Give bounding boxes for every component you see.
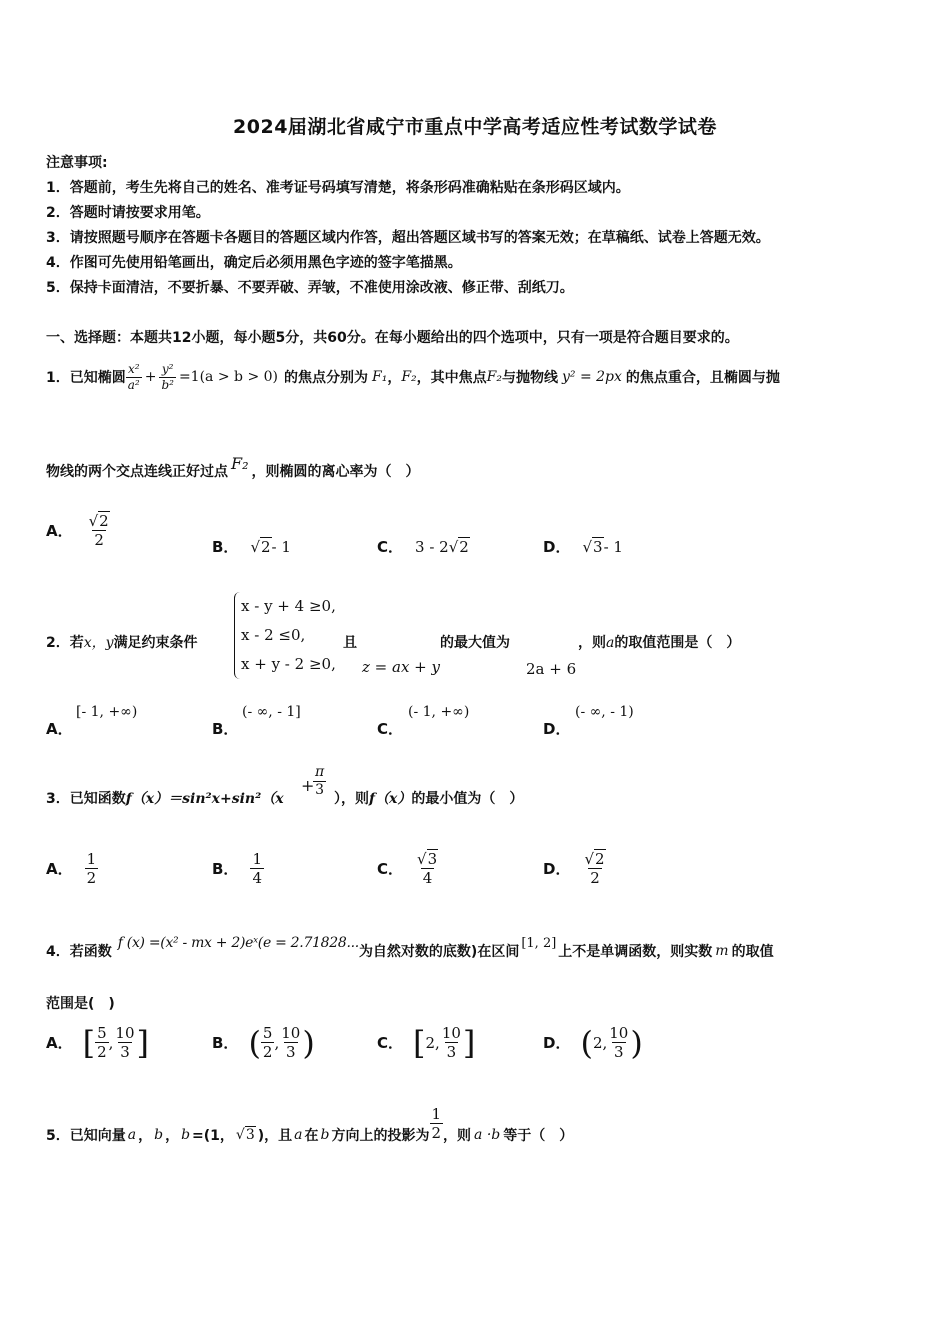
q5-comma-1: ， — [138, 1128, 153, 1144]
q1-comma: ， — [387, 370, 402, 386]
q3-option-b-frac — [250, 850, 264, 887]
q2-option-d-label[interactable]: D． — [543, 720, 571, 738]
question-3-line — [46, 788, 284, 808]
q1-option-d-rad: 3 — [593, 537, 603, 556]
q1-text-2: ，其中焦点 — [416, 370, 487, 386]
q1-option-b[interactable]: B． √2 - 1 — [212, 537, 291, 556]
q3-option-d-den: 2 — [590, 869, 600, 887]
q4-option-b-d1: 2 — [262, 1043, 273, 1061]
question-4-line-2: 范围是( ) — [46, 996, 115, 1012]
q4-option-c-left: [ — [413, 1023, 426, 1062]
q1-option-c-pre: 3 - 2 — [415, 537, 449, 556]
q1-x2: x² — [127, 362, 140, 377]
q1-option-b-rest: - 1 — [271, 537, 291, 556]
page-title: 2024届湖北省咸宁市重点中学高考适应性考试数学试卷 — [233, 116, 717, 138]
q2-objective: z = ax + y — [362, 658, 440, 676]
question-4-line-1 — [46, 934, 774, 968]
q2-prefix: 2．若 — [46, 635, 84, 651]
q5-text-1: )，且 — [257, 1128, 293, 1144]
q2-option-a-value: [- 1, +∞) — [76, 704, 138, 720]
q4-option-a-frac-1 — [95, 1024, 109, 1061]
q3-option-a[interactable] — [46, 850, 98, 887]
q3-option-b-den: 4 — [252, 869, 262, 887]
q4-option-c-n2: 10 — [441, 1024, 461, 1042]
q4-option-a-label: A． — [46, 1034, 73, 1052]
q5-text-3: 方向上的投影为 — [331, 1128, 430, 1144]
q3-option-c[interactable] — [377, 850, 440, 887]
q4-option-d-right: ) — [630, 1023, 643, 1062]
notice-item-4: 4．作图可先使用铅笔画出，确定后必须用黑色字迹的签字笔描黑。 — [46, 255, 462, 271]
question-1-line-2 — [46, 454, 420, 488]
q1-option-d[interactable]: D． √3 - 1 — [543, 537, 623, 556]
q4-option-a-left: [ — [82, 1023, 96, 1062]
q5-frac — [430, 1105, 444, 1142]
q4-option-a-n2: 10 — [115, 1024, 135, 1042]
q2-and: 且 — [343, 635, 357, 651]
q3-option-b-label: B． — [212, 860, 239, 878]
q4-option-c-d2: 3 — [446, 1043, 457, 1061]
q4-option-c-frac — [440, 1024, 463, 1061]
q3-option-c-rad: 3 — [427, 850, 438, 868]
q1-b2: b² — [161, 377, 174, 392]
q1-f2-c: F₂ — [231, 453, 249, 473]
q1-f2-b: F₂ — [486, 369, 502, 385]
q3-text-2: 的最小值为（ ） — [411, 791, 524, 807]
q2-text-3: ，则 — [578, 635, 606, 651]
q4-text-2: 上不是单调函数，则实数 — [558, 944, 713, 960]
q3-plus: + — [301, 776, 315, 795]
q3-option-c-label: C． — [377, 860, 404, 878]
q1-prefix: 1．已知椭圆 — [46, 370, 126, 386]
q4-option-a[interactable]: A． [ $\frac{5}{2}$ , $\frac{10}{3}$ ] — [46, 1023, 149, 1062]
q4-option-a-n1: 5 — [97, 1024, 107, 1042]
q4-option-c[interactable] — [377, 1024, 475, 1061]
q4-option-a-right: ] — [136, 1023, 149, 1062]
section-heading: 一、选择题：本题共12小题，每小题5分，共60分。在每小题给出的四个选项中，只有一项是符合题目要求的。 — [46, 330, 739, 346]
q3-tail — [334, 788, 523, 808]
q1-text-3: 与抛物线 — [501, 370, 558, 386]
q1-frac-x — [126, 362, 142, 392]
q5-rad: 3 — [245, 1127, 255, 1143]
q1-a2: a² — [127, 377, 140, 392]
q2-option-c-label[interactable]: C． — [377, 720, 404, 738]
q1-option-c-label: C． — [377, 538, 404, 556]
q1-line2-a: 物线的两个交点连线正好过点 — [46, 464, 228, 480]
q4-option-d-n2: 10 — [609, 1024, 629, 1042]
question-1-line-1 — [46, 352, 780, 402]
q4-option-b-n2: 10 — [281, 1024, 301, 1042]
q1-frac-y — [159, 362, 176, 392]
q4-option-d-frac — [607, 1024, 630, 1061]
q4-option-d-left: ( — [580, 1023, 593, 1062]
q1-option-b-rad: 2 — [261, 537, 271, 556]
q1-option-a-label: A． — [46, 522, 73, 540]
q4-option-a-frac-2 — [113, 1024, 136, 1061]
q5-vec-b: b — [154, 1127, 164, 1143]
q2-tail — [578, 632, 740, 652]
q4-option-c-label: C． — [377, 1034, 404, 1052]
q5-vec-a: a — [127, 1127, 137, 1143]
q5-comma-2: ， — [165, 1128, 180, 1144]
q4-prefix: 4．若函数 — [46, 944, 112, 960]
q4-option-d-label: D． — [543, 1034, 571, 1052]
q5-num: 1 — [431, 1104, 442, 1123]
q3-fx-2: f（x） — [369, 791, 412, 807]
q3-three: 3 — [315, 781, 325, 798]
q3-text-1: ），则 — [334, 791, 369, 807]
q5-den: 2 — [431, 1123, 442, 1142]
q3-option-a-num: 1 — [86, 850, 97, 868]
q2-text-1: 满足约束条件 — [113, 635, 198, 651]
q3-option-a-label: A． — [46, 860, 73, 878]
q2-option-a-label[interactable]: A． — [46, 720, 73, 738]
q4-interval: [1, 2] — [521, 935, 557, 951]
q1-option-d-label: D． — [543, 538, 571, 556]
q2-option-c-value: (- 1, +∞) — [408, 704, 470, 720]
q4-option-a-d2: 3 — [120, 1043, 130, 1061]
q1-option-d-rest: - 1 — [603, 537, 623, 556]
q2-constraint-system — [234, 592, 345, 679]
q4-m: m — [715, 943, 729, 959]
q1-option-c[interactable]: C． 3 - 2 √2 — [377, 537, 469, 556]
q5-dot-product: a ·b — [474, 1127, 501, 1143]
q3-option-d-frac: $\frac{√2}{2}$ — [584, 850, 605, 887]
q4-option-b-n1: 5 — [262, 1024, 273, 1042]
q3-option-d-rad: 2 — [595, 850, 605, 868]
q1-option-a-frac: $\frac{√2}{2}$ — [88, 512, 109, 549]
question-5-line: 5．已知向量 a ， b ， b =(1， √3 )，且 a 在 b 方向上的投影为 $\frac{1}{2}$ ，则 a ·b 等于（ ） — [46, 1104, 574, 1144]
q4-option-d-value: 2, — [592, 1033, 608, 1052]
q1-option-a[interactable] — [46, 512, 112, 549]
notice-item-3: 3．请按照题号顺序在答题卡各题目的答题区域内作答，超出答题区域书写的答案无效；在草稿纸、试卷上答题无效。 — [46, 230, 770, 246]
q3-fx: f（x） — [125, 791, 169, 807]
q5-text-2: 在 — [304, 1128, 319, 1144]
q4-option-b[interactable]: B． ( $\frac{5}{2}$ , $\frac{10}{3}$ ) — [212, 1023, 315, 1062]
q5-eq: =(1， — [192, 1128, 234, 1144]
q4-option-c-value: 2, — [425, 1033, 440, 1052]
q1-option-a-rad: 2 — [99, 512, 109, 530]
q4-option-b-frac-1 — [261, 1024, 275, 1061]
q3-option-a-den: 2 — [86, 869, 97, 887]
q2-option-b-label[interactable]: B． — [212, 720, 239, 738]
q3-pi: π — [315, 764, 325, 780]
q2-max-value: 2a + 6 — [526, 660, 577, 678]
q1-option-b-label: B． — [212, 538, 239, 556]
q2-constraint-2: x - 2 ≤0, — [241, 626, 306, 644]
q3-option-b-num: 1 — [252, 850, 262, 868]
q4-option-d-d2: 3 — [614, 1043, 624, 1061]
q1-parabola: y² = 2px — [561, 369, 622, 385]
q2-xy: x，y — [83, 635, 114, 651]
q5-text-4: ，则 — [443, 1128, 472, 1144]
q3-option-c-frac: $\frac{√3}{4}$ — [417, 850, 438, 887]
q2-option-b-value: (- ∞, - 1] — [242, 704, 301, 720]
q4-option-b-d2: 3 — [286, 1043, 296, 1061]
q1-f1: F₁ — [372, 369, 388, 385]
q3-option-d-label: D． — [543, 860, 571, 878]
q2-a: a — [606, 635, 615, 651]
q1-text-1: 的焦点分别为 — [284, 370, 368, 386]
q5-vec-b-2: b — [181, 1127, 191, 1143]
q5-vec-a-2: a — [294, 1127, 303, 1143]
q1-f2: F₂ — [401, 369, 417, 385]
q1-option-a-den: 2 — [94, 531, 104, 549]
q4-function: f (x) =(x² - mx + 2)eˣ(e = 2.71828... — [117, 935, 359, 951]
notice-item-1: 1．答题前，考生先将自己的姓名、准考证号码填写清楚，将条形码准确粘贴在条形码区域内。 — [46, 180, 630, 196]
q3-pi-frac — [313, 764, 326, 799]
q2-constraint-3: x + y - 2 ≥0, — [241, 655, 336, 673]
q2-text-2: 的最大值为 — [440, 635, 510, 651]
q2-constraint-1: x - y + 4 ≥0, — [241, 597, 336, 615]
q4-text-1: 为自然对数的底数)在区间 — [358, 944, 520, 960]
q1-line2-b: ，则椭圆的离心率为（ ） — [251, 464, 420, 480]
q4-option-b-frac-2 — [279, 1024, 302, 1061]
q3-eq: ＝sin²x+sin²（x — [168, 791, 284, 807]
q3-prefix: 3．已知函数 — [46, 791, 126, 807]
q4-option-c-right: ] — [462, 1023, 476, 1062]
q4-option-b-label: B． — [212, 1034, 239, 1052]
question-2-line — [46, 632, 198, 652]
q2-text-4: 的取值范围是（ ） — [614, 635, 741, 651]
q1-text-4: 的焦点重合，且椭圆与抛 — [625, 370, 780, 386]
q5-vec-b-3: b — [320, 1127, 330, 1143]
q5-text-5: 等于（ ） — [503, 1128, 574, 1144]
q1-plus: + — [144, 369, 157, 385]
q3-option-c-den: 4 — [422, 869, 433, 887]
q4-option-a-d1: 2 — [97, 1043, 107, 1061]
notice-item-5: 5．保持卡面清洁，不要折暴、不要弄破、弄皱，不准使用涂改液、修正带、刮纸刀。 — [46, 280, 574, 296]
q4-text-3: 的取值 — [731, 944, 774, 960]
q4-option-b-left: ( — [248, 1023, 261, 1062]
q4-option-d[interactable] — [543, 1024, 643, 1061]
notice-heading: 注意事项: — [46, 155, 108, 171]
q4-option-b-right: ) — [302, 1023, 315, 1062]
notice-item-2: 2．答题时请按要求用笔。 — [46, 205, 210, 221]
q3-option-b[interactable] — [212, 850, 264, 887]
q3-option-a-frac — [85, 850, 99, 887]
q3-option-d[interactable] — [543, 850, 608, 887]
q1-condition: =1(a > b > 0) — [178, 369, 278, 385]
q1-option-c-rad: 2 — [459, 537, 469, 556]
q1-y2: y² — [161, 362, 174, 377]
q2-option-d-value: (- ∞, - 1) — [575, 704, 634, 720]
q5-prefix: 5．已知向量 — [46, 1128, 126, 1144]
